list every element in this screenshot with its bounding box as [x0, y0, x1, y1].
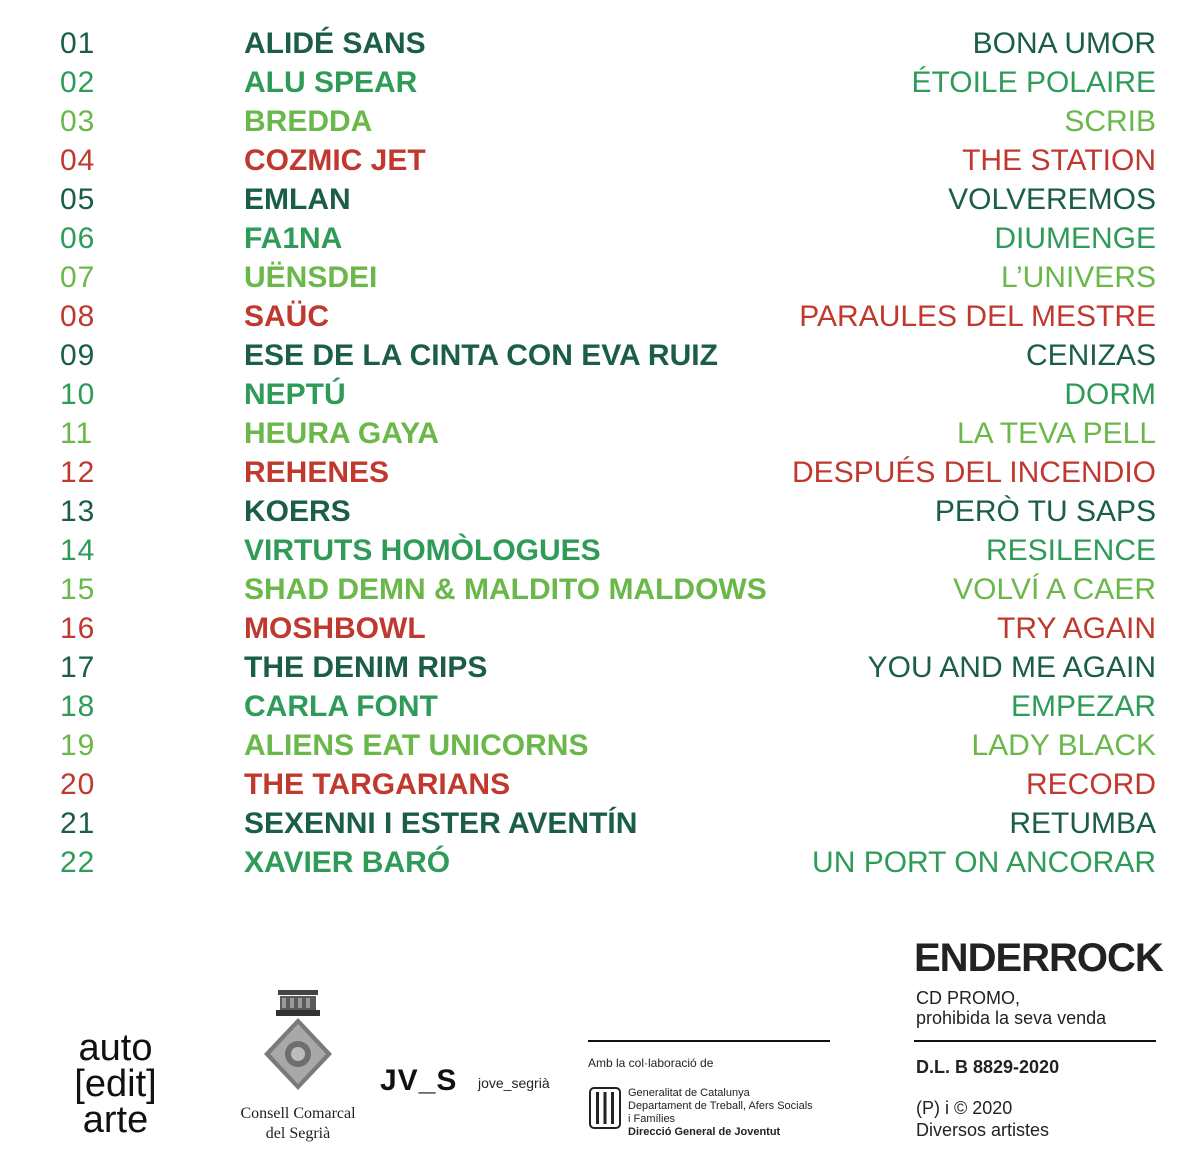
track-song: SCRIB	[1064, 105, 1156, 138]
track-artist: HEURA GAYA	[244, 417, 440, 450]
collaboration-label: Amb la col·laboració de	[588, 1056, 714, 1070]
copyright-line1: (P) i © 2020	[916, 1098, 1013, 1118]
track-row	[0, 726, 1200, 765]
track-song: RESILENCE	[985, 534, 1156, 567]
track-song: CENIZAS	[1025, 339, 1156, 372]
track-row	[0, 219, 1200, 258]
track-number: 10	[60, 378, 96, 411]
gencat-line1: Generalitat de Catalunya	[628, 1087, 750, 1099]
track-number: 20	[60, 768, 96, 801]
copyright	[916, 1097, 1049, 1141]
track-row	[0, 453, 1200, 492]
generalitat-logo-icon	[588, 1086, 622, 1130]
copyright-line2: Diversos artistes	[916, 1120, 1050, 1140]
track-row	[0, 63, 1200, 102]
track-row	[0, 804, 1200, 843]
track-artist: ALIENS EAT UNICORNS	[244, 729, 589, 762]
consell-line1: Consell Comarcal	[240, 1105, 356, 1122]
autoedit-line2: [edit]	[74, 1063, 157, 1105]
track-song: PARAULES DEL MESTRE	[799, 300, 1156, 333]
track-number: 16	[60, 612, 96, 645]
track-song: RETUMBA	[1009, 807, 1156, 840]
track-song: RECORD	[1025, 768, 1156, 801]
track-number: 07	[60, 261, 96, 294]
track-song: LA TEVA PELL	[956, 417, 1156, 450]
track-number: 08	[60, 300, 96, 333]
track-number: 14	[60, 534, 96, 567]
track-row	[0, 141, 1200, 180]
track-artist: ESE DE LA CINTA CON EVA RUIZ	[244, 339, 718, 372]
track-artist: FA1NA	[244, 222, 343, 255]
promo-line1: CD PROMO,	[916, 988, 1021, 1008]
generalitat-text	[628, 1087, 838, 1139]
track-number: 02	[60, 66, 96, 99]
track-song: UN PORT ON ANCORAR	[812, 846, 1156, 879]
collaboration-divider	[588, 1040, 830, 1042]
track-artist: THE DENIM RIPS	[244, 651, 488, 684]
track-number: 21	[60, 807, 96, 840]
track-song: VOLVÍ A CAER	[953, 573, 1156, 606]
track-row	[0, 258, 1200, 297]
track-artist: UËNSDEI	[244, 261, 378, 294]
track-row	[0, 765, 1200, 804]
track-song: BONA UMOR	[972, 27, 1156, 60]
track-song: YOU AND ME AGAIN	[867, 651, 1156, 684]
gencat-line4: Direcció General de Joventut	[628, 1126, 781, 1138]
track-row	[0, 297, 1200, 336]
track-number: 06	[60, 222, 96, 255]
track-number: 04	[60, 144, 96, 177]
track-row	[0, 102, 1200, 141]
autoeditarte-logo	[58, 1027, 173, 1141]
track-song: ÉTOILE POLAIRE	[911, 66, 1156, 99]
track-row	[0, 648, 1200, 687]
gencat-line3: i Famílies	[628, 1113, 676, 1125]
jvs-logo: JV_S	[380, 1064, 458, 1097]
track-song: TRY AGAIN	[997, 612, 1156, 645]
track-number: 05	[60, 183, 96, 216]
coat-of-arms-icon	[260, 988, 336, 1100]
gencat-line2: Departament de Treball, Afers Socials	[628, 1100, 813, 1112]
track-song: L’UNIVERS	[1000, 261, 1156, 294]
track-row	[0, 180, 1200, 219]
track-number: 18	[60, 690, 96, 723]
track-row	[0, 687, 1200, 726]
track-row	[0, 375, 1200, 414]
track-row	[0, 492, 1200, 531]
track-number: 11	[60, 417, 94, 450]
track-number: 12	[60, 456, 96, 489]
track-song: DIUMENGE	[994, 222, 1156, 255]
track-number: 09	[60, 339, 96, 372]
track-song: EMPEZAR	[1010, 690, 1156, 723]
track-number: 17	[60, 651, 96, 684]
enderrock-logo: ENDERROCK	[914, 936, 1163, 980]
legal-divider	[914, 1040, 1156, 1042]
track-song: LADY BLACK	[971, 729, 1156, 762]
track-artist: EMLAN	[244, 183, 351, 216]
track-artist: ALU SPEAR	[244, 66, 418, 99]
track-song: PERÒ TU SAPS	[934, 495, 1156, 528]
track-artist: ALIDÉ SANS	[244, 27, 426, 60]
track-artist: XAVIER BARÓ	[244, 846, 451, 879]
promo-notice	[916, 988, 1106, 1028]
track-song: DORM	[1064, 378, 1156, 411]
track-row	[0, 570, 1200, 609]
consell-line2: del Segrià	[265, 1125, 331, 1142]
track-row	[0, 531, 1200, 570]
track-artist: COZMIC JET	[244, 144, 426, 177]
track-artist: NEPTÚ	[244, 378, 346, 411]
autoedit-line3: arte	[82, 1099, 149, 1141]
jove-segria-label: jove_segrià	[478, 1075, 550, 1091]
track-number: 15	[60, 573, 96, 606]
track-artist: MOSHBOWL	[244, 612, 426, 645]
track-row	[0, 24, 1200, 63]
track-artist: BREDDA	[244, 105, 373, 138]
track-number: 13	[60, 495, 96, 528]
track-artist: THE TARGARIANS	[244, 768, 511, 801]
track-song: VOLVEREMOS	[948, 183, 1156, 216]
consell-comarcal-logo	[238, 988, 358, 1144]
track-number: 03	[60, 105, 96, 138]
track-artist: CARLA FONT	[244, 690, 438, 723]
track-artist: SEXENNI I ESTER AVENTÍN	[244, 807, 638, 840]
track-artist: VIRTUTS HOMÒLOGUES	[244, 534, 601, 567]
autoedit-line1: auto	[78, 1027, 153, 1069]
track-number: 19	[60, 729, 96, 762]
track-artist: SHAD DEMN & MALDITO MALDOWS	[244, 573, 767, 606]
legal-deposit: D.L. B 8829-2020	[916, 1057, 1060, 1077]
promo-line2: prohibida la seva venda	[916, 1008, 1107, 1028]
track-row	[0, 336, 1200, 375]
track-artist: REHENES	[244, 456, 390, 489]
track-artist: KOERS	[244, 495, 351, 528]
track-number: 22	[60, 846, 96, 879]
track-row	[0, 843, 1200, 882]
track-row	[0, 609, 1200, 648]
track-row	[0, 414, 1200, 453]
track-number: 01	[60, 27, 96, 60]
track-song: DESPUÉS DEL INCENDIO	[792, 456, 1156, 489]
track-artist: SAÜC	[244, 300, 330, 333]
track-song: THE STATION	[962, 144, 1156, 177]
